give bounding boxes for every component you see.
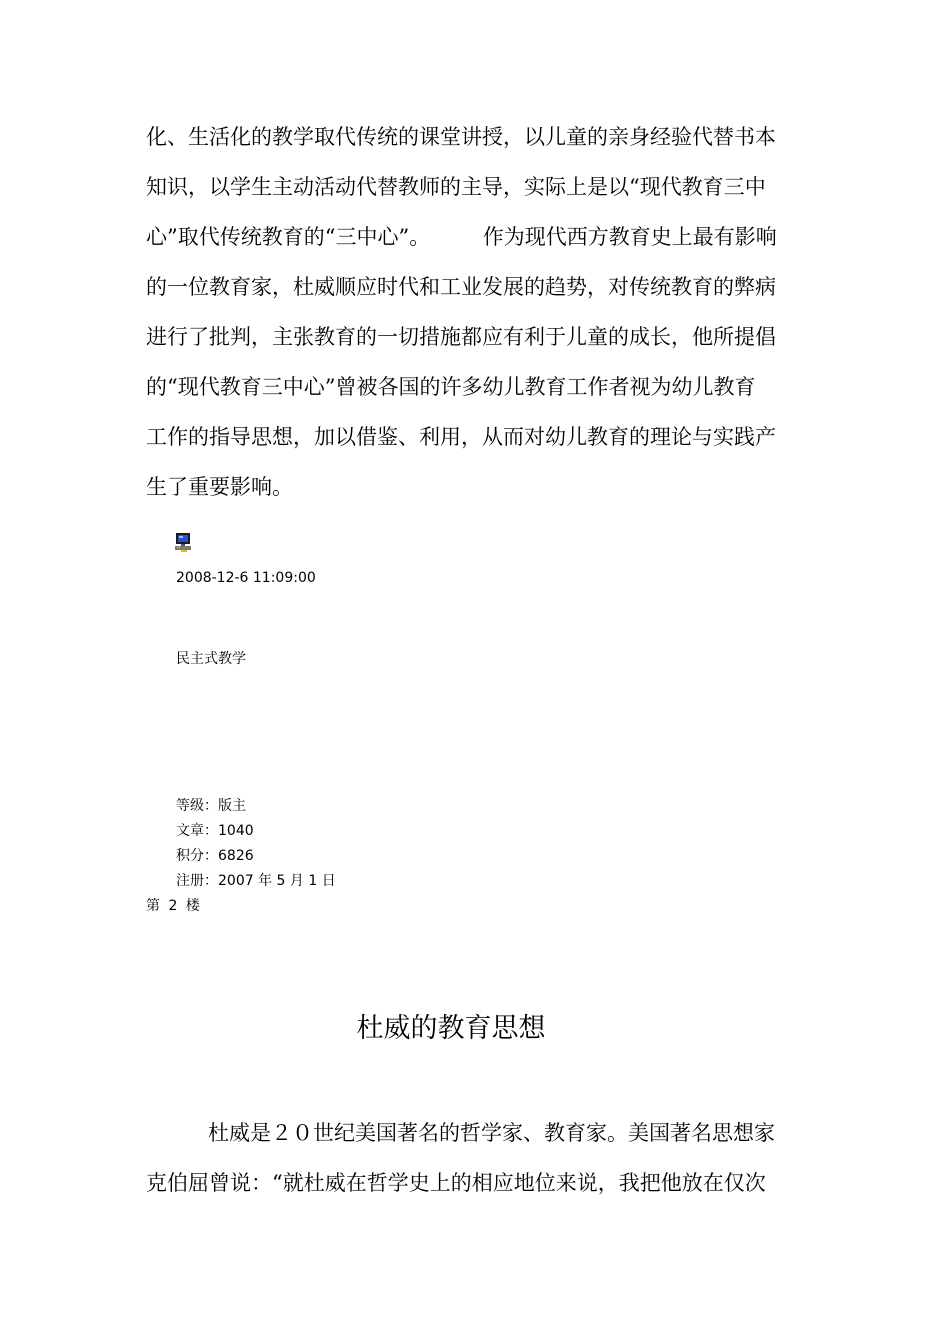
author-stats — [176, 794, 336, 894]
article-line: 杜威是２０世纪美国著名的哲学家、教育家。美国著名思想家 — [208, 1121, 775, 1145]
body-line: 化、生活化的教学取代传统的课堂讲授，以儿童的亲身经验代替书本 — [146, 125, 776, 149]
post-body — [146, 112, 810, 512]
article-title — [0, 1006, 950, 1045]
body-line: 的“现代教育三中心”曾被各国的许多幼儿教育工作者视为幼儿教育 — [146, 375, 756, 399]
author-title: 民主式教学 — [176, 651, 246, 667]
body-line: 工作的指导思想，加以借鉴、利用，从而对幼儿教育的理论与实践产 — [146, 425, 776, 449]
article-title-text: 杜威的教育思想 — [356, 1013, 546, 1044]
body-line: 生了重要影响。 — [146, 475, 293, 499]
computer-icon — [175, 532, 193, 552]
body-line: 心”取代传统教育的“三中心”。 作为现代西方教育史上最有影响 — [146, 225, 777, 249]
body-line: 进行了批判，主张教育的一切措施都应有利于儿童的成长，他所提倡 — [146, 325, 776, 349]
body-line: 知识，以学生主动活动代替教师的主导，实际上是以“现代教育三中 — [146, 175, 766, 199]
post-timestamp: 2008-12-6 11:09:00 — [176, 570, 316, 586]
floor-number: 第 2 楼 — [146, 898, 202, 914]
author-level: 等级：版主 — [176, 798, 246, 814]
author-points: 积分：6826 — [176, 848, 254, 864]
author-articles: 文章：1040 — [176, 823, 254, 839]
body-line: 的一位教育家，杜威顺应时代和工业发展的趋势，对传统教育的弊病 — [146, 275, 776, 299]
article-body — [146, 1108, 810, 1208]
article-line: 克伯屈曾说：“就杜威在哲学史上的相应地位来说，我把他放在仅次 — [146, 1171, 766, 1195]
author-registered: 注册：2007 年 5 月 1 日 — [176, 873, 336, 889]
